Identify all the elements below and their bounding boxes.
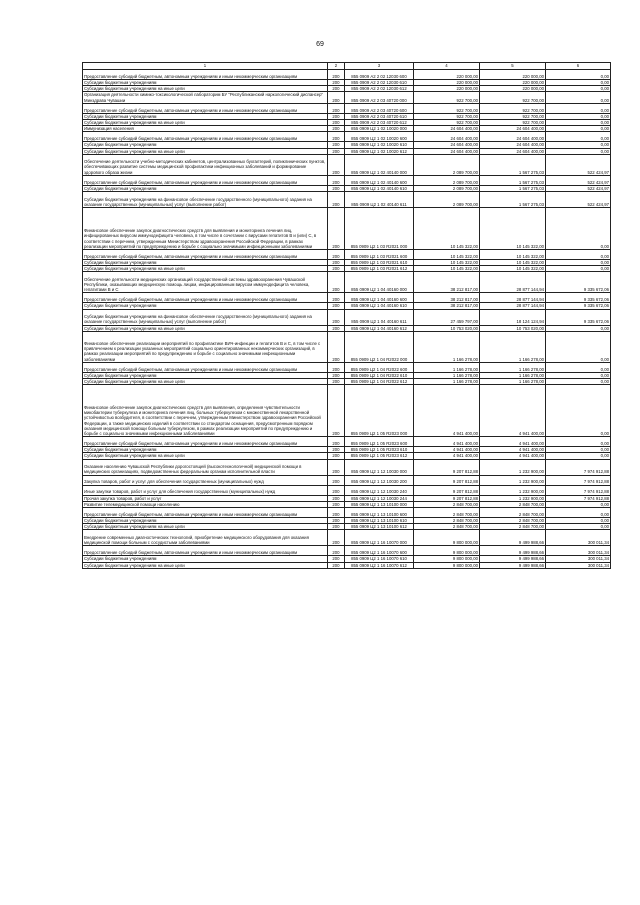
row-line-code: 200 <box>328 192 345 208</box>
row-unexecuted-amount: 300 011,34 <box>546 546 611 556</box>
row-approved-amount: 24 604 400,00 <box>414 126 480 132</box>
row-executed-amount: 922 700,00 <box>480 103 546 113</box>
table-row <box>83 175 611 185</box>
row-approved-amount: 9 800 000,00 <box>414 530 480 546</box>
row-line-code: 200 <box>328 459 345 475</box>
row-line-code: 200 <box>328 309 345 325</box>
table-row <box>83 192 611 208</box>
row-description: Предоставление субсидий бюджетным, автономным учреждениям и иным некоммерческим организациям <box>83 293 328 303</box>
row-unexecuted-amount: 0,00 <box>546 385 611 437</box>
row-approved-amount: 1 166 278,00 <box>414 372 480 378</box>
row-unexecuted-amount: 0,00 <box>546 208 611 250</box>
row-executed-amount: 2 848 700,00 <box>480 508 546 518</box>
row-description: Субсидии бюджетным учреждениям <box>83 80 328 86</box>
row-budget-code: 855 0909 Ц2 1 02 10020 610 <box>345 142 414 148</box>
row-line-code: 200 <box>328 495 345 501</box>
budget-table <box>82 62 611 569</box>
row-line-code: 200 <box>328 208 345 250</box>
row-approved-amount: 922 700,00 <box>414 92 480 103</box>
row-executed-amount: 1 232 900,00 <box>480 485 546 495</box>
row-description: Иные закупки товаров, работ и услуг для обеспечения государственных (муниципальных) нужд <box>83 485 328 495</box>
row-budget-code: 855 0909 Ц2 1 13 10100 610 <box>345 518 414 524</box>
row-executed-amount: 1 166 278,00 <box>480 362 546 372</box>
row-budget-code: 855 0909 Ц2 1 02 40140 610 <box>345 185 414 191</box>
row-approved-amount: 4 941 400,00 <box>414 385 480 437</box>
row-line-code: 200 <box>328 437 345 447</box>
row-unexecuted-amount: 9 335 672,06 <box>546 303 611 309</box>
row-line-code: 200 <box>328 260 345 266</box>
row-unexecuted-amount: 0,00 <box>546 103 611 113</box>
row-approved-amount: 9 800 000,00 <box>414 562 480 568</box>
row-unexecuted-amount: 300 011,34 <box>546 562 611 568</box>
row-approved-amount: 220 000,00 <box>414 86 480 92</box>
row-description: Финансовое обеспечение закупок диагностических средств для выявления и мониторинга лечения лиц, инфицированных вирусом иммунодефицита человека, в том числе в сочетании с вирусами гепатитов B и (или) C, в соответствии с перечнем, утвержденным Министерством здравоохранения Российской Федерации, в рамках реализации мероприятий по предупреждению и борьбе с социально значимыми инфекционными заболеваниями <box>83 208 328 250</box>
row-unexecuted-amount: 0,00 <box>546 113 611 119</box>
row-description: Субсидии бюджетным учреждениям <box>83 113 328 119</box>
table-row <box>83 309 611 325</box>
row-executed-amount: 2 848 700,00 <box>480 501 546 507</box>
row-unexecuted-amount: 0,00 <box>546 372 611 378</box>
row-executed-amount: 2 848 700,00 <box>480 518 546 524</box>
row-description: Субсидии бюджетным учреждениям на иные цели <box>83 453 328 459</box>
row-budget-code: 855 0909 Ц2 1 05 R2023 600 <box>345 437 414 447</box>
row-budget-code: 855 0909 Ц2 1 04 40160 611 <box>345 309 414 325</box>
table-row <box>83 437 611 447</box>
row-line-code: 200 <box>328 126 345 132</box>
row-approved-amount: 10 145 322,00 <box>414 250 480 260</box>
row-budget-code: 855 0909 Ц2 1 13 10100 612 <box>345 524 414 530</box>
row-description: Субсидии бюджетным учреждениям на иные цели <box>83 325 328 331</box>
table-row <box>83 459 611 475</box>
row-line-code: 200 <box>328 250 345 260</box>
row-unexecuted-amount: 0,00 <box>546 260 611 266</box>
row-unexecuted-amount: 0,00 <box>546 524 611 530</box>
row-approved-amount: 27 459 797,00 <box>414 309 480 325</box>
column-header: 6 <box>546 63 611 70</box>
row-approved-amount: 1 166 278,00 <box>414 362 480 372</box>
row-approved-amount: 2 848 700,00 <box>414 501 480 507</box>
row-executed-amount: 220 000,00 <box>480 86 546 92</box>
row-line-code: 200 <box>328 92 345 103</box>
row-description: Субсидии бюджетным учреждениям на иные цели <box>83 148 328 154</box>
row-executed-amount: 1 232 900,00 <box>480 475 546 485</box>
row-approved-amount: 2 089 700,00 <box>414 192 480 208</box>
row-unexecuted-amount: 522 424,97 <box>546 192 611 208</box>
row-unexecuted-amount: 0,00 <box>546 266 611 272</box>
row-line-code: 200 <box>328 148 345 154</box>
row-description: Субсидии бюджетным учреждениям на финансовое обеспечение государственного (муниципального) задания на оказание государственных (муниципальных) услуг (выполнение работ) <box>83 309 328 325</box>
row-line-code: 200 <box>328 562 345 568</box>
table-row <box>83 293 611 303</box>
row-unexecuted-amount: 0,00 <box>546 447 611 453</box>
row-line-code: 200 <box>328 185 345 191</box>
row-budget-code: 855 0909 Ц2 1 03 R2021 600 <box>345 250 414 260</box>
row-description: Предоставление субсидий бюджетным, автономным учреждениям и иным некоммерческим организациям <box>83 362 328 372</box>
row-executed-amount: 922 700,00 <box>480 92 546 103</box>
row-line-code: 200 <box>328 530 345 546</box>
row-unexecuted-amount: 7 974 912,88 <box>546 495 611 501</box>
row-approved-amount: 24 604 400,00 <box>414 142 480 148</box>
table-row <box>83 331 611 362</box>
row-executed-amount: 10 145 322,00 <box>480 208 546 250</box>
row-budget-code: 855 0909 Ц2 1 13 10100 600 <box>345 508 414 518</box>
row-executed-amount: 220 000,00 <box>480 80 546 86</box>
row-executed-amount: 1 166 278,00 <box>480 372 546 378</box>
row-line-code: 200 <box>328 142 345 148</box>
row-budget-code: 855 0909 А2 2 03 40720 612 <box>345 120 414 126</box>
column-header: 4 <box>414 63 480 70</box>
row-executed-amount: 10 753 020,00 <box>480 325 546 331</box>
row-approved-amount: 38 212 817,00 <box>414 272 480 293</box>
row-unexecuted-amount: 0,00 <box>546 453 611 459</box>
table-row <box>83 530 611 546</box>
row-approved-amount: 2 089 700,00 <box>414 185 480 191</box>
row-description: Обеспечение деятельности учебно-методических кабинетов, централизованных бухгалтерий, поликлинических пунктов, обеспечивающих развитие системы медицинской профилактики инфекционных заболеваний и формирование здорового образа жизни <box>83 154 328 175</box>
row-budget-code: 855 0909 Ц2 1 03 R2021 610 <box>345 260 414 266</box>
row-unexecuted-amount: 0,00 <box>546 126 611 132</box>
row-budget-code: 855 0909 Ц2 1 02 10020 600 <box>345 132 414 142</box>
row-unexecuted-amount: 0,00 <box>546 92 611 103</box>
table-row <box>83 562 611 568</box>
row-line-code: 200 <box>328 103 345 113</box>
row-executed-amount: 9 499 988,66 <box>480 556 546 562</box>
row-description: Прочая закупка товаров, работ и услуг <box>83 495 328 501</box>
row-description: Субсидии бюджетным учреждениям <box>83 142 328 148</box>
row-budget-code: 855 0909 Ц2 1 12 10030 000 <box>345 459 414 475</box>
row-description: Субсидии бюджетным учреждениям <box>83 372 328 378</box>
row-approved-amount: 2 848 700,00 <box>414 518 480 524</box>
row-unexecuted-amount: 0,00 <box>546 80 611 86</box>
row-description: Предоставление субсидий бюджетным, автономным учреждениям и иным некоммерческим организациям <box>83 508 328 518</box>
row-unexecuted-amount: 0,00 <box>546 518 611 524</box>
row-executed-amount: 28 877 144,94 <box>480 272 546 293</box>
row-line-code: 200 <box>328 70 345 80</box>
row-line-code: 200 <box>328 132 345 142</box>
row-approved-amount: 24 604 400,00 <box>414 132 480 142</box>
row-description: Субсидии бюджетным учреждениям <box>83 303 328 309</box>
row-budget-code: 855 0909 Ц2 1 04 40160 000 <box>345 272 414 293</box>
row-approved-amount: 10 145 322,00 <box>414 266 480 272</box>
row-approved-amount: 1 166 278,00 <box>414 379 480 385</box>
table-row <box>83 485 611 495</box>
row-approved-amount: 10 145 322,00 <box>414 260 480 266</box>
row-description: Предоставление субсидий бюджетным, автономным учреждениям и иным некоммерческим организациям <box>83 175 328 185</box>
row-executed-amount: 28 877 144,94 <box>480 303 546 309</box>
row-budget-code: 855 0909 Ц2 1 02 10020 000 <box>345 126 414 132</box>
row-unexecuted-amount: 0,00 <box>546 437 611 447</box>
row-description: Субсидии бюджетным учреждениям <box>83 260 328 266</box>
row-description: Субсидии бюджетным учреждениям <box>83 556 328 562</box>
header-row <box>83 63 611 70</box>
row-executed-amount: 24 604 400,00 <box>480 126 546 132</box>
row-budget-code: 855 0909 А2 2 02 12030 600 <box>345 70 414 80</box>
row-approved-amount: 38 212 817,00 <box>414 303 480 309</box>
row-budget-code: 855 0909 А2 2 02 12030 612 <box>345 86 414 92</box>
row-approved-amount: 9 800 000,00 <box>414 546 480 556</box>
row-budget-code: 855 0909 Ц2 1 02 40140 000 <box>345 154 414 175</box>
row-executed-amount: 24 604 400,00 <box>480 132 546 142</box>
row-budget-code: 855 0909 А2 2 03 40720 000 <box>345 92 414 103</box>
table-row <box>83 154 611 175</box>
row-line-code: 200 <box>328 80 345 86</box>
row-description: Оказание населению Чувашской Республики дорогостоящей (высокотехнологичной) медицинской помощи в медицинских организациях, подведомственных федеральным органам исполнительной власти <box>83 459 328 475</box>
row-description: Предоставление субсидий бюджетным, автономным учреждениям и иным некоммерческим организациям <box>83 437 328 447</box>
row-description: Развитие телемедицинской помощи населению <box>83 501 328 507</box>
row-unexecuted-amount: 522 424,97 <box>546 185 611 191</box>
row-approved-amount: 220 000,00 <box>414 70 480 80</box>
row-description: Субсидии бюджетным учреждениям на иные цели <box>83 562 328 568</box>
row-unexecuted-amount: 9 335 672,06 <box>546 309 611 325</box>
row-unexecuted-amount: 0,00 <box>546 508 611 518</box>
row-budget-code: 855 0909 Ц2 1 03 R2021 612 <box>345 266 414 272</box>
row-executed-amount: 1 567 275,03 <box>480 175 546 185</box>
row-line-code: 200 <box>328 485 345 495</box>
row-description: Закупка товаров, работ и услуг для обеспечения государственных (муниципальных) нужд <box>83 475 328 485</box>
row-description: Субсидии бюджетным учреждениям на иные цели <box>83 120 328 126</box>
row-line-code: 200 <box>328 175 345 185</box>
row-unexecuted-amount: 0,00 <box>546 362 611 372</box>
row-unexecuted-amount: 0,00 <box>546 142 611 148</box>
row-executed-amount: 922 700,00 <box>480 120 546 126</box>
row-line-code: 200 <box>328 154 345 175</box>
table-row <box>83 103 611 113</box>
row-budget-code: 855 0909 А2 2 03 40720 610 <box>345 113 414 119</box>
row-approved-amount: 2 089 700,00 <box>414 154 480 175</box>
row-budget-code: 855 0909 Ц2 1 02 40140 611 <box>345 192 414 208</box>
row-executed-amount: 28 877 144,94 <box>480 293 546 303</box>
row-approved-amount: 4 941 400,00 <box>414 453 480 459</box>
row-approved-amount: 2 848 700,00 <box>414 524 480 530</box>
row-description: Субсидии бюджетным учреждениям <box>83 185 328 191</box>
row-line-code: 200 <box>328 508 345 518</box>
row-line-code: 200 <box>328 379 345 385</box>
table-row <box>83 92 611 103</box>
row-approved-amount: 922 700,00 <box>414 103 480 113</box>
row-description: Предоставление субсидий бюджетным, автономным учреждениям и иным некоммерческим организациям <box>83 546 328 556</box>
row-unexecuted-amount: 0,00 <box>546 86 611 92</box>
row-approved-amount: 922 700,00 <box>414 120 480 126</box>
row-unexecuted-amount: 7 974 912,88 <box>546 459 611 475</box>
row-executed-amount: 10 145 322,00 <box>480 266 546 272</box>
page-number: 69 <box>316 41 324 48</box>
row-description: Предоставление субсидий бюджетным, автономным учреждениям и иным некоммерческим организациям <box>83 70 328 80</box>
row-line-code: 200 <box>328 475 345 485</box>
row-line-code: 200 <box>328 372 345 378</box>
row-budget-code: 855 0909 Ц2 1 02 10020 612 <box>345 148 414 154</box>
row-budget-code: 855 0909 Ц2 1 04 R2022 612 <box>345 379 414 385</box>
row-description: Субсидии бюджетным учреждениям на иные цели <box>83 266 328 272</box>
row-description: Субсидии бюджетным учреждениям на финансовое обеспечение государственного (муниципального) задания на оказание государственных (муниципальных) услуг (выполнение работ) <box>83 192 328 208</box>
row-executed-amount: 24 604 400,00 <box>480 142 546 148</box>
row-line-code: 200 <box>328 546 345 556</box>
row-unexecuted-amount: 9 335 672,06 <box>546 293 611 303</box>
row-description: Иммунизация населения <box>83 126 328 132</box>
row-description: Субсидии бюджетным учреждениям <box>83 518 328 524</box>
row-line-code: 200 <box>328 266 345 272</box>
row-approved-amount: 922 700,00 <box>414 113 480 119</box>
row-description: Предоставление субсидий бюджетным, автономным учреждениям и иным некоммерческим организациям <box>83 103 328 113</box>
row-line-code: 200 <box>328 325 345 331</box>
row-line-code: 200 <box>328 447 345 453</box>
table-row <box>83 508 611 518</box>
row-budget-code: 855 0909 Ц2 1 05 R2023 000 <box>345 385 414 437</box>
column-header: 3 <box>345 63 414 70</box>
table-row <box>83 475 611 485</box>
row-unexecuted-amount: 0,00 <box>546 148 611 154</box>
row-line-code: 200 <box>328 362 345 372</box>
row-budget-code: 855 0909 Ц2 1 16 10070 600 <box>345 546 414 556</box>
table-row <box>83 70 611 80</box>
table-row <box>83 250 611 260</box>
row-budget-code: 855 0909 Ц2 1 04 R2022 600 <box>345 362 414 372</box>
row-budget-code: 855 0909 Ц2 1 04 40160 600 <box>345 293 414 303</box>
row-line-code: 200 <box>328 331 345 362</box>
row-line-code: 200 <box>328 86 345 92</box>
row-executed-amount: 1 567 275,03 <box>480 154 546 175</box>
table-row <box>83 208 611 250</box>
row-line-code: 200 <box>328 113 345 119</box>
table-row <box>83 132 611 142</box>
row-executed-amount: 10 145 322,00 <box>480 260 546 266</box>
row-executed-amount: 2 848 700,00 <box>480 524 546 530</box>
row-description: Организация деятельности химико-токсикологической лабораторим БУ "Республиканский наркологический диспансер" Минздрава Чувашии <box>83 92 328 103</box>
row-executed-amount: 1 232 900,00 <box>480 459 546 475</box>
row-description: Обеспечение деятельности медицинских организаций государственной системы здравоохранения Чувашской Республики, оказывающих медицинскую помощь лицам, инфицированным вирусом иммунодефицита человека, гепатитами B и C <box>83 272 328 293</box>
column-header: 2 <box>328 63 345 70</box>
row-executed-amount: 4 941 400,00 <box>480 437 546 447</box>
table-row <box>83 272 611 293</box>
row-approved-amount: 9 207 812,88 <box>414 485 480 495</box>
row-line-code: 200 <box>328 524 345 530</box>
row-description: Финансовое обеспечение закупок диагностических средств для выявления, определения чувствительности микобактерии туберкулеза и мониторинга лечения лиц, больных туберкулезом с множественной лекарственной устойчивостью возбудителя, в соответствии с перечнем, утвержденным Министерством здравоохранения Российской Федерации, а также медицинских изделий в соответствии со стандартом оснащения, предусмотренным порядком оказания медицинской помощи больным туберкулезом, в рамках реализации мероприятий по предупреждению и борьбе с социально значимыми инфекционными заболеваниями <box>83 385 328 437</box>
row-executed-amount: 1 567 275,03 <box>480 192 546 208</box>
row-description: Финансовое обеспечение реализации мероприятий по профилактике ВИЧ-инфекции и гепатитов B и C, в том числе с привлечением к реализации указанных мероприятий социально ориентированных некоммерческих организаций, в рамках реализации мероприятий по предупреждению и борьбе с социально значимыми инфекционными заболеваниями <box>83 331 328 362</box>
row-approved-amount: 9 800 000,00 <box>414 556 480 562</box>
row-line-code: 200 <box>328 518 345 524</box>
row-budget-code: 855 0909 А2 2 03 40720 600 <box>345 103 414 113</box>
row-line-code: 200 <box>328 303 345 309</box>
row-executed-amount: 9 499 988,66 <box>480 546 546 556</box>
row-line-code: 200 <box>328 385 345 437</box>
row-description: Предоставление субсидий бюджетным, автономным учреждениям и иным некоммерческим организациям <box>83 250 328 260</box>
column-header: 5 <box>480 63 546 70</box>
row-approved-amount: 10 145 322,00 <box>414 208 480 250</box>
row-budget-code: 855 0909 Ц2 1 05 R2023 610 <box>345 447 414 453</box>
row-description: Субсидии бюджетным учреждениям <box>83 447 328 453</box>
row-unexecuted-amount: 0,00 <box>546 120 611 126</box>
row-unexecuted-amount: 0,00 <box>546 325 611 331</box>
row-unexecuted-amount: 522 424,97 <box>546 154 611 175</box>
row-approved-amount: 4 941 400,00 <box>414 437 480 447</box>
row-approved-amount: 2 089 700,00 <box>414 175 480 185</box>
row-approved-amount: 9 207 812,88 <box>414 459 480 475</box>
row-approved-amount: 9 207 812,88 <box>414 475 480 485</box>
row-approved-amount: 9 207 812,88 <box>414 495 480 501</box>
row-budget-code: 855 0909 Ц2 1 04 R2022 000 <box>345 331 414 362</box>
row-unexecuted-amount: 0,00 <box>546 250 611 260</box>
row-executed-amount: 9 499 988,66 <box>480 562 546 568</box>
row-executed-amount: 9 499 988,66 <box>480 530 546 546</box>
row-budget-code: 855 0909 Ц2 1 04 R2022 610 <box>345 372 414 378</box>
row-budget-code: 855 0909 Ц2 1 16 10070 612 <box>345 562 414 568</box>
row-budget-code: 855 0909 Ц2 1 03 R2021 000 <box>345 208 414 250</box>
row-approved-amount: 2 848 700,00 <box>414 508 480 518</box>
column-header: 1 <box>83 63 328 70</box>
row-unexecuted-amount: 522 424,97 <box>546 175 611 185</box>
row-line-code: 200 <box>328 120 345 126</box>
row-approved-amount: 38 212 817,00 <box>414 293 480 303</box>
row-executed-amount: 1 166 278,00 <box>480 379 546 385</box>
row-description: Субсидии бюджетным учреждениям на иные цели <box>83 524 328 530</box>
row-approved-amount: 24 604 400,00 <box>414 148 480 154</box>
row-unexecuted-amount: 0,00 <box>546 132 611 142</box>
row-executed-amount: 4 941 400,00 <box>480 447 546 453</box>
row-executed-amount: 4 941 400,00 <box>480 453 546 459</box>
row-approved-amount: 10 753 020,00 <box>414 325 480 331</box>
row-approved-amount: 1 166 278,00 <box>414 331 480 362</box>
row-executed-amount: 10 145 322,00 <box>480 250 546 260</box>
row-executed-amount: 1 567 275,03 <box>480 185 546 191</box>
row-unexecuted-amount: 7 974 912,88 <box>546 485 611 495</box>
row-executed-amount: 24 604 400,00 <box>480 148 546 154</box>
row-budget-code: 855 0909 Ц2 1 16 10070 000 <box>345 530 414 546</box>
row-line-code: 200 <box>328 556 345 562</box>
row-executed-amount: 1 166 278,00 <box>480 331 546 362</box>
row-budget-code: 855 0909 Ц2 1 04 40160 610 <box>345 303 414 309</box>
row-line-code: 200 <box>328 501 345 507</box>
row-budget-code: 855 0909 Ц2 1 16 10070 610 <box>345 556 414 562</box>
row-budget-code: 855 0909 А2 2 02 12030 610 <box>345 80 414 86</box>
row-line-code: 200 <box>328 272 345 293</box>
row-executed-amount: 18 124 124,94 <box>480 309 546 325</box>
row-unexecuted-amount: 0,00 <box>546 501 611 507</box>
row-description: Предоставление субсидий бюджетным, автономным учреждениям и иным некоммерческим организациям <box>83 132 328 142</box>
row-executed-amount: 220 000,00 <box>480 70 546 80</box>
row-budget-code: 855 0909 Ц2 1 13 10100 000 <box>345 501 414 507</box>
row-unexecuted-amount: 7 974 912,88 <box>546 475 611 485</box>
row-unexecuted-amount: 0,00 <box>546 70 611 80</box>
row-budget-code: 855 0909 Ц2 1 12 10030 240 <box>345 485 414 495</box>
row-unexecuted-amount: 300 011,34 <box>546 556 611 562</box>
row-budget-code: 855 0909 Ц2 1 12 10030 200 <box>345 475 414 485</box>
row-line-code: 200 <box>328 293 345 303</box>
row-budget-code: 855 0909 Ц2 1 02 40140 600 <box>345 175 414 185</box>
row-approved-amount: 4 941 400,00 <box>414 447 480 453</box>
row-unexecuted-amount: 0,00 <box>546 331 611 362</box>
row-budget-code: 855 0909 Ц2 1 05 R2023 612 <box>345 453 414 459</box>
row-unexecuted-amount: 0,00 <box>546 379 611 385</box>
row-unexecuted-amount: 300 011,34 <box>546 530 611 546</box>
row-description: Внедрение современных диагностических технологий, приобретение медицинского оборудования для оказания медицинской помощи больным с сосудистыми заболеваниями <box>83 530 328 546</box>
row-executed-amount: 1 232 900,00 <box>480 495 546 501</box>
row-budget-code: 855 0909 Ц2 1 04 40160 612 <box>345 325 414 331</box>
row-description: Субсидии бюджетным учреждениям на иные цели <box>83 379 328 385</box>
row-description: Субсидии бюджетным учреждениям на иные цели <box>83 86 328 92</box>
row-approved-amount: 220 000,00 <box>414 80 480 86</box>
row-unexecuted-amount: 9 335 672,06 <box>546 272 611 293</box>
table-row <box>83 362 611 372</box>
row-budget-code: 855 0909 Ц2 1 12 10030 244 <box>345 495 414 501</box>
row-line-code: 200 <box>328 453 345 459</box>
row-executed-amount: 4 941 400,00 <box>480 385 546 437</box>
row-executed-amount: 922 700,00 <box>480 113 546 119</box>
table-row <box>83 385 611 437</box>
table-row <box>83 546 611 556</box>
